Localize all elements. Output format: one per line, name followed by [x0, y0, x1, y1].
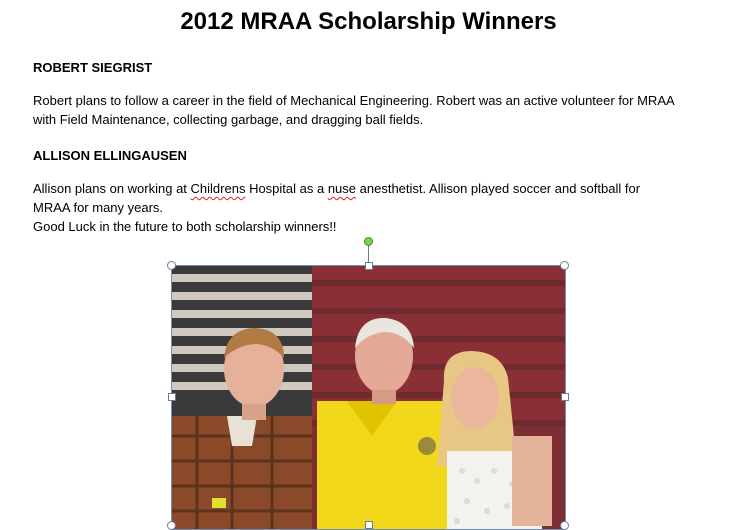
closing-line: Good Luck in the future to both scholarship winners!! [33, 219, 337, 234]
winner-1-line-2: with Field Maintenance, collecting garbage, and dragging ball fields. [33, 112, 424, 127]
winner-1-name: ROBERT SIEGRIST [33, 60, 153, 75]
winners-photo [172, 266, 565, 529]
winner-2-name: ALLISON ELLINGAUSEN [33, 148, 187, 163]
winner-2-text-a: Allison plans on working at [33, 181, 191, 196]
winner-2-text-b: Hospital as a [245, 181, 328, 196]
resize-handle-middle-right[interactable] [561, 393, 569, 401]
winner-2-line-2: MRAA for many years. [33, 200, 164, 215]
selected-photo[interactable] [172, 266, 565, 529]
resize-handle-bottom-center[interactable] [365, 521, 373, 529]
misspelled-word-nuse[interactable]: nuse [327, 181, 357, 196]
misspelled-word-childrens[interactable]: Childrens [190, 181, 246, 196]
rotation-handle[interactable] [364, 237, 373, 246]
resize-handle-top-center[interactable] [365, 262, 373, 270]
resize-handle-top-left[interactable] [167, 261, 176, 270]
resize-handle-middle-left[interactable] [168, 393, 176, 401]
winner-1-line-1: Robert plans to follow a career in the field of Mechanical Engineering. Robert was an active volunteer for MRAA [33, 93, 675, 108]
winner-2-line-1 [33, 179, 640, 198]
winner-2-text-c: anesthetist. Allison played soccer and softball for [356, 181, 641, 196]
resize-handle-top-right[interactable] [560, 261, 569, 270]
document-title: 2012 MRAA Scholarship Winners [180, 8, 557, 35]
